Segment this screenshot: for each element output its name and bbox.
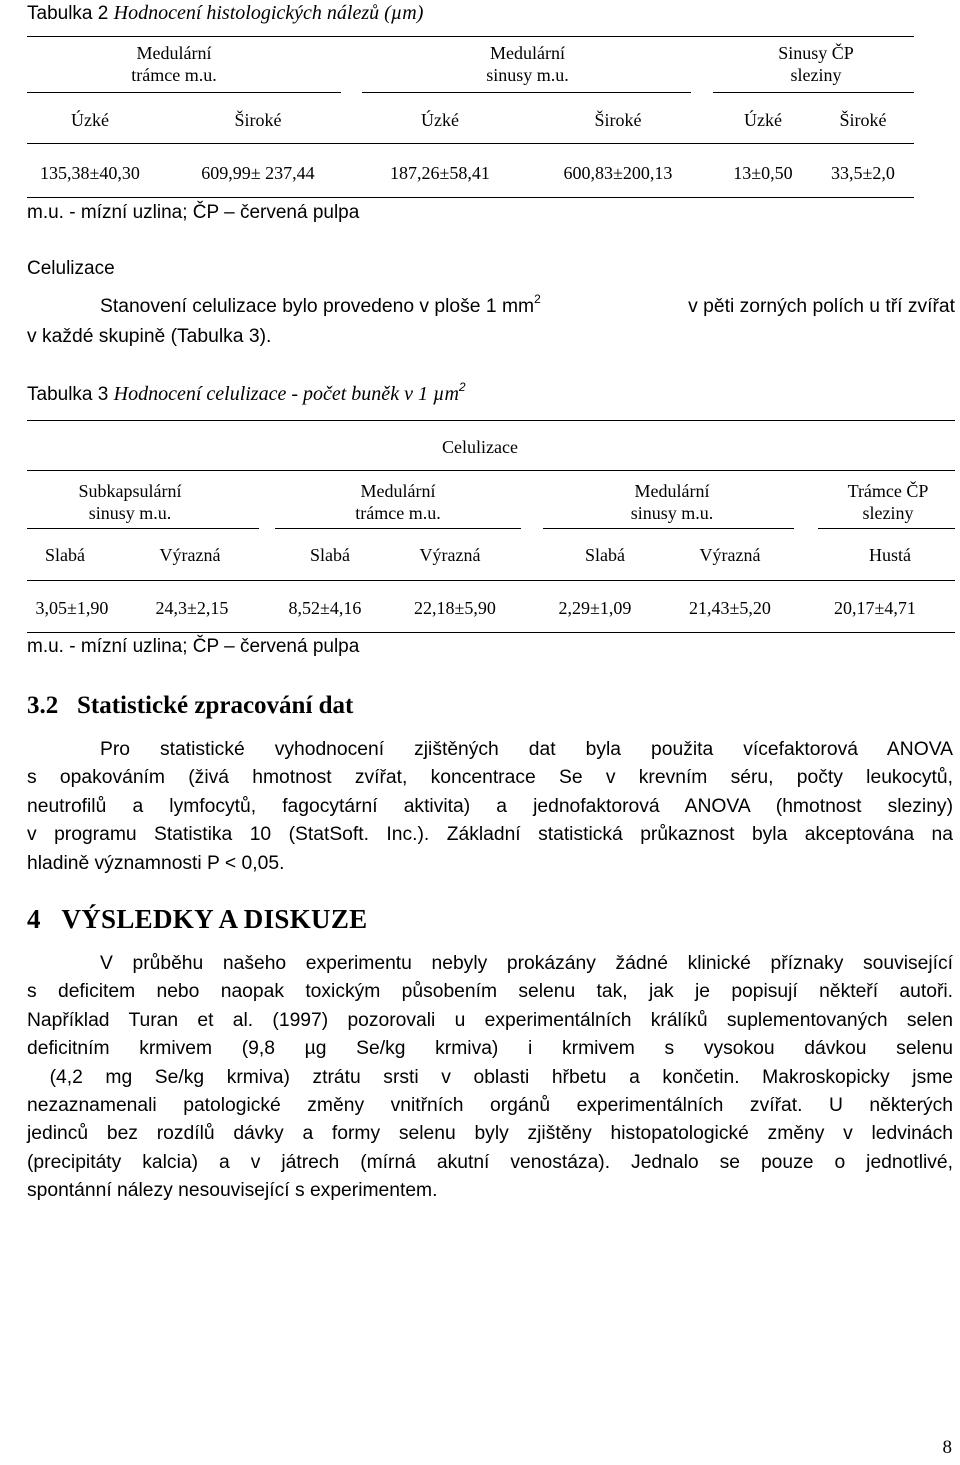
paragraph-line: v programu Statistika 10 (StatSoft. Inc.). Základní statistická průkaznost byla akceptována na (27, 824, 953, 846)
table2-top-rule (27, 36, 914, 37)
table3-bottom-rule (27, 632, 955, 633)
section-heading: 3.2 Statistické zpracování dat (27, 692, 354, 719)
page-number: 8 (942, 1437, 952, 1458)
table3-top-rule (27, 420, 955, 421)
table3-caption-label: Tabulka 3 (27, 384, 109, 405)
table3-value: 8,52±4,16 (288, 598, 362, 618)
table2-group-rule (27, 92, 341, 93)
table2-group-rule (362, 92, 691, 93)
paragraph-line: (4,2 mg Se/kg krmiva) ztrátu srsti v oblasti hřbetu a končetin. Makroskopicky jsme (27, 1066, 953, 1088)
paragraph-line: spontánní nálezy nesouvisející s experimentem. (27, 1180, 438, 1202)
table2-value: 33,5±2,0 (831, 163, 895, 183)
stat-paragraph (27, 736, 953, 878)
table2-value: 600,83±200,13 (563, 163, 673, 183)
paragraph-line: jedinců bez rozdílů dávky a formy selenu byly zjištěny histopatologické změny v ledvinách (27, 1123, 953, 1145)
paragraph-line: v pěti zorných polích u tří zvířat (688, 296, 955, 317)
paragraph-line: (precipitáty kalcia) a v játrech (mírná akutní venostáza). Jednalo se pouze o jednotlivé, (27, 1151, 953, 1173)
table3-top-header: Celulizace (442, 437, 518, 457)
table3-mid-rule (27, 580, 955, 581)
paragraph-line: Například Turan et al. (1997) pozorovali u experimentálních králíků suplementovaných selen (27, 1009, 953, 1031)
paragraph-line: Pro statistické vyhodnocení zjištěných dat byla použita vícefaktorová ANOVA (100, 739, 953, 760)
table3-group-header: Medulární trámce m.u. (355, 481, 441, 523)
table2-subheader: Úzké (744, 110, 782, 130)
table3-value: 3,05±1,90 (35, 598, 109, 618)
table2-group-header: Medulární sinusy m.u. (486, 43, 569, 85)
table3-subheader: Výrazná (699, 545, 761, 565)
table2-subheader: Úzké (421, 110, 459, 130)
results-paragraph (27, 950, 953, 1206)
table2-group-header: Medulární trámce m.u. (131, 43, 217, 85)
table3-value: 2,29±1,09 (558, 598, 632, 618)
table3-group-rule (543, 528, 794, 529)
table2-value: 135,38±40,30 (40, 163, 140, 183)
table3-subheader: Hustá (869, 545, 911, 565)
table2-bottom-rule (27, 197, 914, 198)
table2-subheader: Úzké (71, 110, 109, 130)
paragraph-line: deficitním krmivem (9,8 µg Se/kg krmiva) i krmivem s vysokou dávkou selenu (27, 1038, 953, 1060)
table2-caption (27, 2, 423, 25)
table3-group-header: Subkapsulární sinusy m.u. (78, 481, 182, 523)
table2-caption-label: Tabulka 2 (27, 3, 109, 24)
table3-caption (27, 380, 466, 406)
table3-value: 24,3±2,15 (155, 598, 229, 618)
table3-subheader: Výrazná (159, 545, 221, 565)
table3-group-rule (275, 528, 521, 529)
superscript: 2 (534, 292, 541, 306)
table3-value: 22,18±5,90 (414, 598, 496, 618)
table2-subheader: Široké (839, 110, 887, 130)
paragraph-line: Stanovení celulizace bylo provedeno v ploše 1 mm (100, 296, 535, 317)
table3-subheader: Výrazná (419, 545, 481, 565)
chapter-heading: 4 VÝSLEDKY A DISKUZE (27, 904, 368, 934)
table3-subheader: Slabá (310, 545, 350, 565)
table2-subheader: Široké (594, 110, 642, 130)
table2-subheader: Široké (234, 110, 282, 130)
table3-caption-title: Hodnocení celulizace - počet buněk v 1 µm (113, 383, 459, 405)
table3-value: 20,17±4,71 (834, 598, 916, 618)
section-heading: Celulizace (27, 258, 115, 279)
table2-value: 609,99± 237,44 (201, 163, 315, 183)
table3-group-rule (27, 528, 259, 529)
paragraph-line: v každé skupině (Tabulka 3). (27, 326, 272, 347)
table2-group-header: Sinusy ČP sleziny (778, 43, 854, 85)
table2-group-rule (713, 92, 914, 93)
superscript: 2 (458, 380, 466, 394)
paragraph-line: hladině významnosti P < 0,05. (27, 852, 285, 874)
paragraph-line: s opakováním (živá hmotnost zvířat, koncentrace Se v krevním séru, počty leukocytů, (27, 767, 953, 789)
paragraph-line: neutrofilů a lymfocytů, fagocytární aktivita) a jednofaktorová ANOVA (hmotnost sleziny) (27, 795, 953, 817)
table3-subheader: Slabá (585, 545, 625, 565)
paragraph-line: nezaznamenali patologické změny vnitřních orgánů experimentálních zvířat. U některých (27, 1094, 953, 1116)
table2-caption-title: Hodnocení histologických nálezů (µm) (113, 2, 424, 24)
table3-group-rule (818, 528, 955, 529)
table2-value: 187,26±58,41 (390, 163, 490, 183)
table3-subheader: Slabá (45, 545, 85, 565)
table2-footnote: m.u. - mízní uzlina; ČP – červená pulpa (27, 202, 360, 223)
table3-value: 21,43±5,20 (689, 598, 771, 618)
table2-value: 13±0,50 (733, 163, 793, 183)
table3-group-header: Trámce ČP sleziny (847, 481, 929, 523)
table2-mid-rule (27, 143, 914, 144)
table3-footnote: m.u. - mízní uzlina; ČP – červená pulpa (27, 636, 360, 657)
paragraph-line: V průběhu našeho experimentu nebyly prokázány žádné klinické příznaky související (100, 953, 953, 974)
paragraph-line: s deficitem nebo naopak toxickým působením selenu tak, jak je popisují někteří autoři. (27, 981, 953, 1003)
table3-group-header: Medulární sinusy m.u. (630, 481, 714, 523)
table3-header-rule (27, 470, 955, 471)
